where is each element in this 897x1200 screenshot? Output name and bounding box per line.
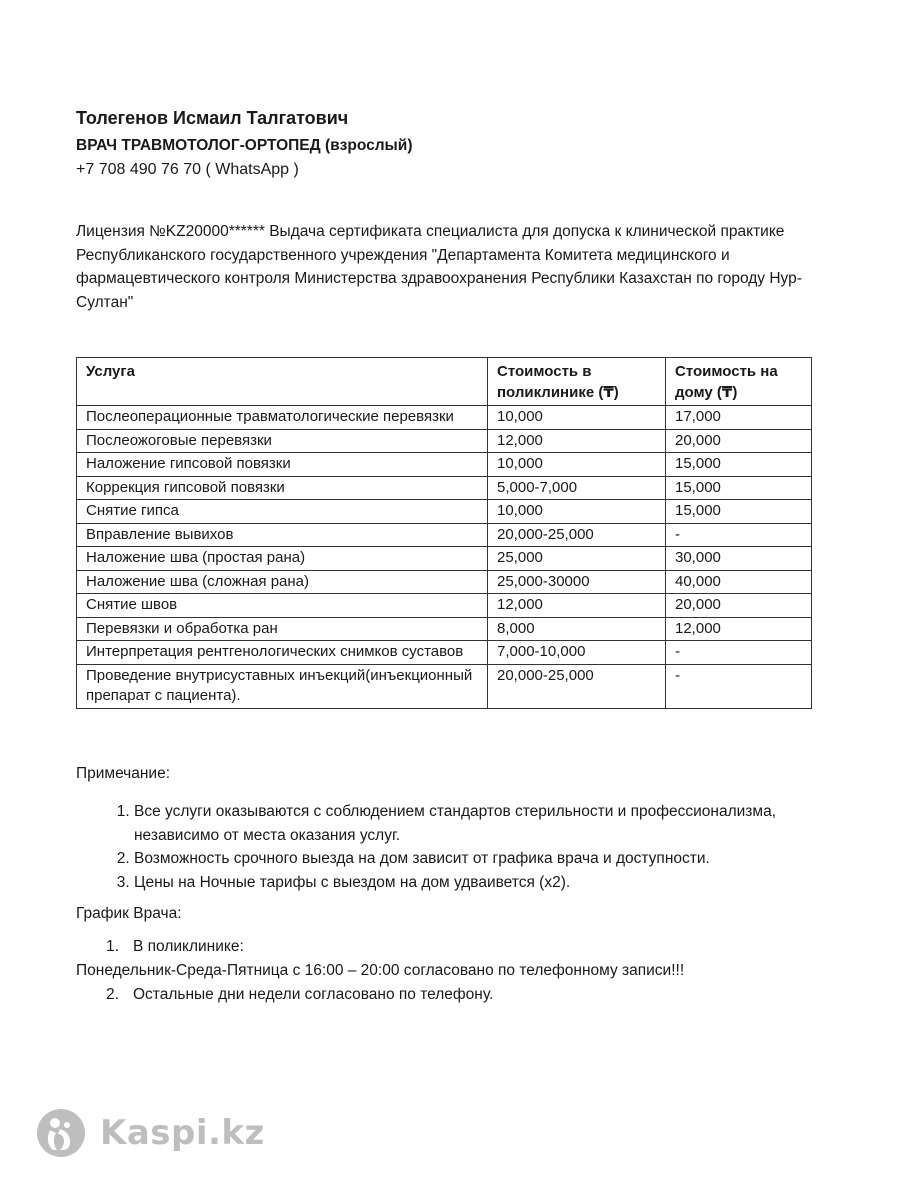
schedule-title: График Врача: xyxy=(76,905,182,922)
service-cell: Наложение шва (сложная рана) xyxy=(77,570,488,594)
table-row xyxy=(77,476,812,500)
clinic-price-cell: 7,000-10,000 xyxy=(488,641,666,665)
clinic-price-cell: 10,000 xyxy=(488,500,666,524)
home-price-cell: 40,000 xyxy=(666,570,812,594)
service-cell: Перевязки и обработка ран xyxy=(77,617,488,641)
home-price-cell: 15,000 xyxy=(666,500,812,524)
home-price-cell: 20,000 xyxy=(666,594,812,618)
service-cell: Наложение гипсовой повязки xyxy=(77,453,488,477)
list-number: 2. xyxy=(106,986,119,1003)
table-row xyxy=(77,594,812,618)
service-cell: Коррекция гипсовой повязки xyxy=(77,476,488,500)
clinic-price-cell: 10,000 xyxy=(488,406,666,430)
watermark-text: Kaspi.kz xyxy=(100,1113,265,1153)
clinic-price-cell: 5,000-7,000 xyxy=(488,476,666,500)
clinic-price-cell: 25,000-30000 xyxy=(488,570,666,594)
doctor-specialty: ВРАЧ ТРАВМОТОЛОГ-ОРТОПЕД (взрослый) xyxy=(76,137,413,154)
price-table xyxy=(76,357,812,709)
table-row xyxy=(77,406,812,430)
notes-title: Примечание: xyxy=(76,765,171,782)
clinic-price-cell: 20,000-25,000 xyxy=(488,664,666,708)
table-row xyxy=(77,617,812,641)
service-cell: Послеоперационные травматологические перевязки xyxy=(77,406,488,430)
home-price-cell: - xyxy=(666,523,812,547)
clinic-price-cell: 20,000-25,000 xyxy=(488,523,666,547)
doctor-name: Толегенов Исмаил Талгатович xyxy=(76,108,349,128)
schedule-item-other-days xyxy=(106,986,493,1004)
schedule-item-label: В поликлинике: xyxy=(133,938,244,955)
clinic-price-cell: 10,000 xyxy=(488,453,666,477)
schedule-item-clinic xyxy=(106,938,244,956)
table-row xyxy=(77,429,812,453)
home-price-cell: 15,000 xyxy=(666,453,812,477)
header-home-price: Стоимость на дому (₸) xyxy=(666,358,812,406)
service-cell: Проведение внутрисуставных инъекций(инъекционный препарат с пациента). xyxy=(77,664,488,708)
doctor-phone: +7 708 490 76 70 ( WhatsApp ) xyxy=(76,161,299,178)
home-price-cell: 30,000 xyxy=(666,547,812,571)
service-cell: Интерпретация рентгенологических снимков суставов xyxy=(77,641,488,665)
table-row xyxy=(77,453,812,477)
table-row xyxy=(77,500,812,524)
clinic-price-cell: 12,000 xyxy=(488,594,666,618)
list-item: 3. Цены на Ночные тарифы с выездом на дом удваивется (x2). xyxy=(134,871,814,895)
home-price-cell: - xyxy=(666,641,812,665)
home-price-cell: - xyxy=(666,664,812,708)
table-row xyxy=(77,664,812,708)
service-cell: Снятие швов xyxy=(77,594,488,618)
table-header-row xyxy=(77,358,812,406)
schedule-item-label: Остальные дни недели согласовано по телефону. xyxy=(133,986,494,1003)
home-price-cell: 17,000 xyxy=(666,406,812,430)
service-cell: Вправление вывихов xyxy=(77,523,488,547)
table-row xyxy=(77,641,812,665)
table-row xyxy=(77,570,812,594)
license-text: Лицензия №KZ20000****** Выдача сертификата специалиста для допуска к клинической практике Республиканского государственного учреждения "Департамента Комитета медицинского и фармацевтического контроля Министерства здравоохранения Республики Казахстан по городу Нур-Султан" xyxy=(76,223,802,311)
service-cell: Снятие гипса xyxy=(77,500,488,524)
clinic-price-cell: 8,000 xyxy=(488,617,666,641)
home-price-cell: 12,000 xyxy=(666,617,812,641)
list-item: 2. Возможность срочного выезда на дом зависит от графика врача и доступности. xyxy=(134,847,814,871)
list-item: 1. Все услуги оказываются с соблюдением стандартов стерильности и профессионализма, независимо от места оказания услуг. xyxy=(134,800,814,847)
clinic-price-cell: 25,000 xyxy=(488,547,666,571)
schedule-days: Понедельник-Среда-Пятница с 16:00 – 20:00 согласовано по телефонному записи!!! xyxy=(76,962,685,979)
list-number: 1. xyxy=(106,938,119,955)
service-cell: Наложение шва (простая рана) xyxy=(77,547,488,571)
home-price-cell: 20,000 xyxy=(666,429,812,453)
notes-list xyxy=(76,800,814,894)
kaspi-logo-icon xyxy=(36,1108,86,1158)
home-price-cell: 15,000 xyxy=(666,476,812,500)
service-cell: Послеожоговые перевязки xyxy=(77,429,488,453)
header-clinic-price: Стоимость в поликлинике (₸) xyxy=(488,358,666,406)
header-service: Услуга xyxy=(77,358,488,406)
clinic-price-cell: 12,000 xyxy=(488,429,666,453)
table-row xyxy=(77,523,812,547)
table-row xyxy=(77,547,812,571)
kaspi-watermark xyxy=(36,1108,265,1158)
